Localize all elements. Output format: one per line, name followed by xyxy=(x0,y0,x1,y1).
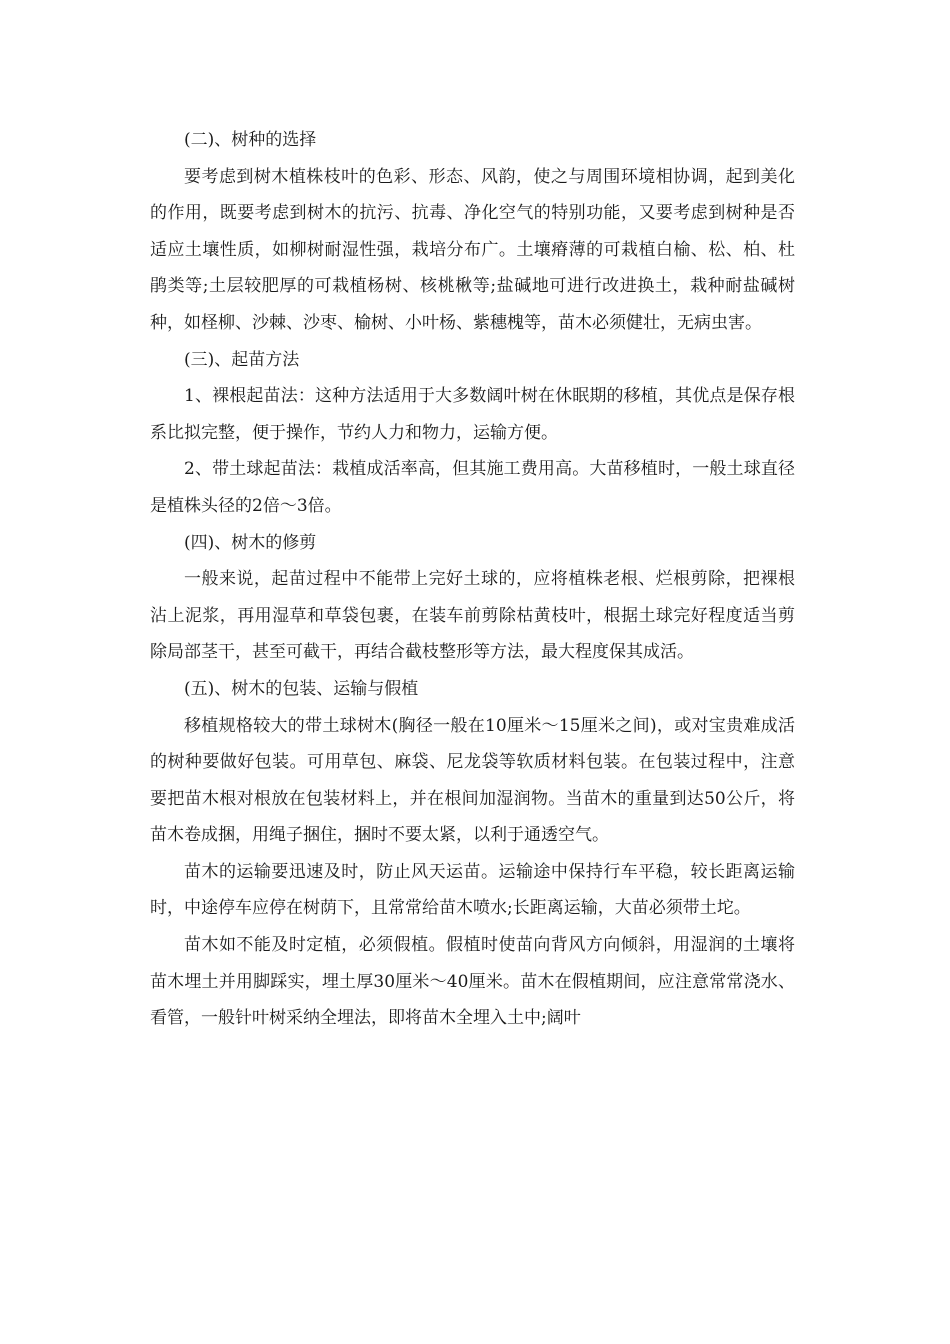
paragraph-packing: 移植规格较大的带土球树木(胸径一般在10厘米～15厘米之间)，或对宝贵难成活的树种要做好包装。可用草包、麻袋、尼龙袋等软质材料包装。在包装过程中，注意要把苗木根对根放在包装材料上，并在根间加湿润物。当苗木的重量到达50公斤，将苗木卷成捆，用绳子捆住，捆时不要太紧，以利于通透空气。 xyxy=(150,715,795,846)
document-body xyxy=(150,122,795,1037)
paragraph-transport: 苗木的运输要迅速及时，防止风天运苗。运输途中保持行车平稳，较长距离运输时，中途停车应停在树荫下，且常常给苗木喷水;长距离运输，大苗必须带土坨。 xyxy=(150,861,795,919)
paragraph-pruning: 一般来说，起苗过程中不能带上完好土球的，应将植株老根、烂根剪除，把裸根沾上泥浆，再用湿草和草袋包裹，在装车前剪除枯黄枝叶，根据土球完好程度适当剪除局部茎干，甚至可截干，再结合截枝整形等方法，最大程度保其成活。 xyxy=(150,569,795,663)
paragraph-bare-root-lifting: 1、裸根起苗法：这种方法适用于大多数阔叶树在休眠期的移植，其优点是保存根系比拟完整，便于操作，节约人力和物力，运输方便。 xyxy=(150,386,795,443)
paragraph-heeling-in: 苗木如不能及时定植，必须假植。假植时使苗向背风方向倾斜，用湿润的土壤将苗木埋土并用脚踩实，埋土厚30厘米～40厘米。苗木在假植期间，应注意常常浇水、看管，一般针叶树采纳全埋法，即将苗木全埋入土中;阔叶 xyxy=(150,935,795,1029)
paragraph-soil-ball-lifting: 2、带土球起苗法：栽植成活率高，但其施工费用高。大苗移植时，一般土球直径是植株头径的2倍～3倍。 xyxy=(150,459,795,516)
section-heading-pruning: (四)、树木的修剪 xyxy=(184,532,317,553)
section-heading-lifting-method: (三)、起苗方法 xyxy=(184,349,300,370)
paragraph-tree-selection: 要考虑到树木植株枝叶的色彩、形态、风韵，使之与周围环境相协调，起到美化的作用，既要考虑到树木的抗污、抗毒、净化空气的特别功能，又要考虑到树种是否适应土壤性质，如柳树耐湿性强，栽培分布广。土壤瘠薄的可栽植白榆、松、柏、杜鹃类等;土层较肥厚的可栽植杨树、核桃楸等;盐碱地可进行改进换土，栽种耐盐碱树种，如柽柳、沙棘、沙枣、榆树、小叶杨、紫穗槐等，苗木必须健壮，无病虫害。 xyxy=(150,166,795,333)
section-heading-tree-selection: (二)、树种的选择 xyxy=(184,130,317,150)
section-heading-packing-transport: (五)、树木的包装、运输与假植 xyxy=(184,678,419,699)
